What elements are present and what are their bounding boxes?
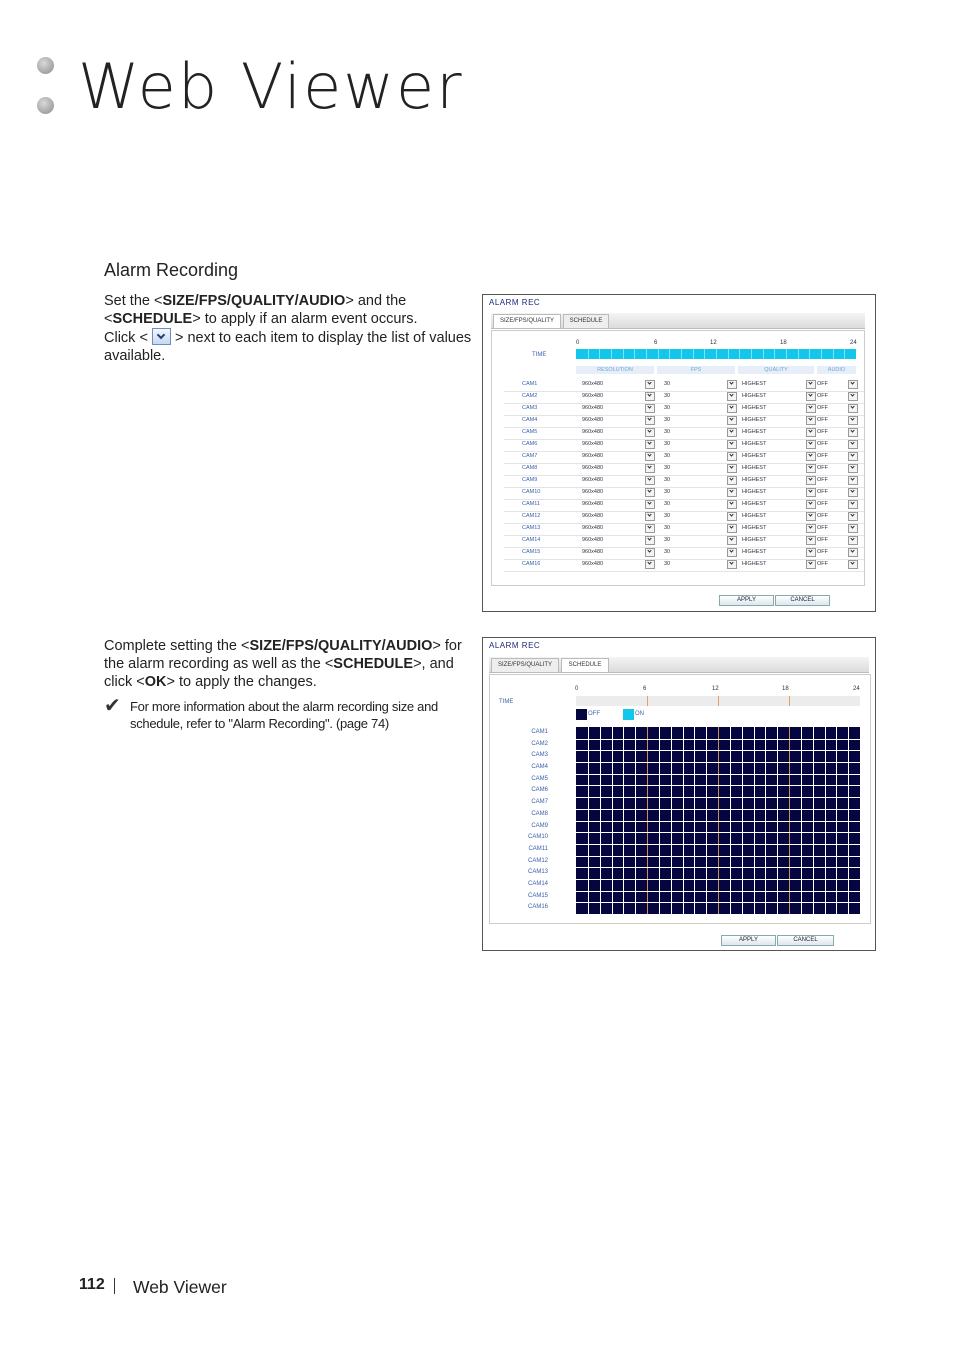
section-title: Alarm Recording xyxy=(104,260,239,280)
camera-label: CAM5 xyxy=(531,775,548,782)
legend-on-swatch xyxy=(623,709,634,720)
fps-dropdown[interactable] xyxy=(727,404,737,413)
fps-value: 30 xyxy=(664,381,671,387)
quality-dropdown[interactable] xyxy=(806,560,816,569)
resolution-value: 960x480 xyxy=(582,549,604,555)
quality-dropdown[interactable] xyxy=(806,536,816,545)
hour-divider xyxy=(634,349,635,359)
fps-value: 30 xyxy=(664,549,671,555)
quality-value: HIGHEST xyxy=(742,429,767,435)
quality-value: HIGHEST xyxy=(742,513,767,519)
alarm-rec-size-screenshot xyxy=(482,294,876,612)
audio-dropdown[interactable] xyxy=(848,476,858,485)
fps-dropdown[interactable] xyxy=(727,464,737,473)
note xyxy=(104,695,470,732)
fps-dropdown[interactable] xyxy=(727,512,737,521)
audio-dropdown[interactable] xyxy=(848,524,858,533)
dropdown-arrow-icon xyxy=(152,328,171,345)
resolution-value: 960x480 xyxy=(582,441,604,447)
schedule-grid[interactable] xyxy=(576,727,860,914)
resolution-dropdown[interactable] xyxy=(645,452,655,461)
cancel-button[interactable]: CANCEL xyxy=(777,935,834,946)
column-header-quality: QUALITY xyxy=(738,366,814,374)
hour-divider xyxy=(611,349,612,359)
camera-label: CAM2 xyxy=(531,740,548,747)
resolution-value: 960x480 xyxy=(582,561,604,567)
grid-line xyxy=(576,879,860,880)
audio-value: OFF xyxy=(817,489,828,495)
tab-bar xyxy=(491,313,865,329)
hour-divider xyxy=(751,349,752,359)
quality-dropdown[interactable] xyxy=(806,512,816,521)
resolution-value: 960x480 xyxy=(582,513,604,519)
hour-divider xyxy=(763,349,764,359)
camera-label: CAM1 xyxy=(531,729,548,735)
legend-off-swatch xyxy=(576,709,587,720)
resolution-dropdown[interactable] xyxy=(645,512,655,521)
resolution-dropdown[interactable] xyxy=(645,416,655,425)
grid-line xyxy=(576,891,860,892)
grid-line xyxy=(576,902,860,903)
tab-size-fps-quality[interactable]: SIZE/FPS/QUALITY xyxy=(493,314,561,328)
hour-divider xyxy=(623,349,624,359)
tick-label: 12 xyxy=(712,686,719,692)
grid-line xyxy=(576,856,860,857)
camera-label: CAM8 xyxy=(522,465,538,471)
page-title: Web Viewer xyxy=(78,50,464,123)
audio-value: OFF xyxy=(817,501,828,507)
audio-value: OFF xyxy=(817,477,828,483)
text: >, and click < xyxy=(104,656,454,690)
tick-label: 12 xyxy=(710,340,717,346)
camera-label: CAM11 xyxy=(528,845,548,852)
grid-line xyxy=(576,867,860,868)
audio-value: OFF xyxy=(817,429,828,435)
resolution-dropdown[interactable] xyxy=(645,548,655,557)
resolution-value: 960x480 xyxy=(582,417,604,423)
audio-dropdown[interactable] xyxy=(848,548,858,557)
fps-value: 30 xyxy=(664,393,671,399)
bold-term: SCHEDULE xyxy=(333,656,414,672)
fps-dropdown[interactable] xyxy=(727,500,737,509)
hour-divider xyxy=(669,349,670,359)
text: > for the alarm recording as well as the < xyxy=(104,638,462,672)
tick-label: 24 xyxy=(853,686,860,692)
hour-divider xyxy=(716,349,717,359)
quality-value: HIGHEST xyxy=(742,393,767,399)
quality-value: HIGHEST xyxy=(742,477,767,483)
hour-divider xyxy=(693,349,694,359)
tick-label: 0 xyxy=(576,340,580,346)
camera-label: CAM6 xyxy=(522,441,538,447)
fps-value: 30 xyxy=(664,477,671,483)
grid-line xyxy=(576,762,860,763)
grid-line xyxy=(576,809,860,810)
fps-value: 30 xyxy=(664,429,671,435)
resolution-dropdown[interactable] xyxy=(645,440,655,449)
quality-value: HIGHEST xyxy=(742,453,767,459)
quality-value: HIGHEST xyxy=(742,417,767,423)
tab-bar xyxy=(489,657,869,673)
tab-size-fps-quality[interactable]: SIZE/FPS/QUALITY xyxy=(491,658,559,672)
legend-on-label: ON xyxy=(635,711,644,717)
fps-dropdown[interactable] xyxy=(727,380,737,389)
audio-dropdown[interactable] xyxy=(848,560,858,569)
camera-label: CAM12 xyxy=(527,857,548,864)
fps-dropdown[interactable] xyxy=(727,476,737,485)
hour-divider xyxy=(704,349,705,359)
quality-dropdown[interactable] xyxy=(806,500,816,509)
camera-label: CAM6 xyxy=(531,787,548,794)
resolution-value: 960x480 xyxy=(582,465,604,471)
resolution-value: 960x480 xyxy=(582,453,604,459)
checkmark-icon: ✔ xyxy=(104,695,121,717)
camera-label: CAM4 xyxy=(522,417,538,423)
time-bar[interactable] xyxy=(576,349,856,359)
legend-off-label: OFF xyxy=(588,711,600,717)
grid-line xyxy=(576,797,860,798)
quality-dropdown[interactable] xyxy=(806,404,816,413)
title-bullet-bottom-icon xyxy=(37,97,54,114)
audio-dropdown[interactable] xyxy=(848,488,858,497)
camera-label: CAM16 xyxy=(527,904,548,911)
window-title: ALARM REC xyxy=(489,298,541,307)
fps-value: 30 xyxy=(664,453,671,459)
audio-value: OFF xyxy=(817,453,828,459)
hour-divider xyxy=(774,349,775,359)
hour-marker xyxy=(647,696,648,706)
table-row xyxy=(504,559,864,572)
camera-label: CAM10 xyxy=(522,489,541,495)
quality-dropdown[interactable] xyxy=(806,464,816,473)
audio-dropdown[interactable] xyxy=(848,440,858,449)
resolution-value: 960x480 xyxy=(582,393,604,399)
camera-label: CAM1 xyxy=(522,381,538,387)
camera-label: CAM7 xyxy=(531,799,548,806)
tick-label: 0 xyxy=(575,686,579,692)
quality-dropdown[interactable] xyxy=(806,380,816,389)
audio-dropdown[interactable] xyxy=(848,416,858,425)
fps-dropdown[interactable] xyxy=(727,488,737,497)
tab-schedule[interactable]: SCHEDULE xyxy=(563,314,609,328)
quality-dropdown[interactable] xyxy=(806,392,816,401)
audio-value: OFF xyxy=(817,465,828,471)
text: Complete setting the < xyxy=(104,638,250,654)
quality-dropdown[interactable] xyxy=(806,548,816,557)
apply-button[interactable]: APPLY xyxy=(719,595,774,606)
audio-dropdown[interactable] xyxy=(848,392,858,401)
hour-divider xyxy=(821,349,822,359)
grid-line xyxy=(576,785,860,786)
grid-line xyxy=(576,750,860,751)
fps-value: 30 xyxy=(664,465,671,471)
audio-dropdown[interactable] xyxy=(848,464,858,473)
text: Set the < xyxy=(104,293,163,309)
resolution-dropdown[interactable] xyxy=(645,428,655,437)
tick-label: 24 xyxy=(850,340,857,346)
camera-label: CAM4 xyxy=(531,764,548,771)
text: For more information about the alarm recording size and schedule, refer to " xyxy=(130,699,438,731)
camera-label: CAM14 xyxy=(522,537,541,543)
text: > and the < xyxy=(104,293,407,327)
resolution-dropdown[interactable] xyxy=(645,500,655,509)
grid-line xyxy=(576,832,860,833)
bold-term: Alarm Recording xyxy=(232,716,326,731)
tick-label: 6 xyxy=(643,686,647,692)
fps-dropdown[interactable] xyxy=(727,536,737,545)
quality-dropdown[interactable] xyxy=(806,416,816,425)
time-label: TIME xyxy=(499,699,514,705)
camera-label: CAM3 xyxy=(531,752,548,759)
quality-value: HIGHEST xyxy=(742,381,767,387)
fps-dropdown[interactable] xyxy=(727,452,737,461)
quality-value: HIGHEST xyxy=(742,549,767,555)
bold-term: SIZE/FPS/QUALITY/AUDIO xyxy=(162,293,346,309)
audio-value: OFF xyxy=(817,549,828,555)
camera-label: CAM16 xyxy=(522,561,541,567)
fps-value: 30 xyxy=(664,489,671,495)
column-header-resolution: RESOLUTION xyxy=(576,366,654,374)
audio-dropdown[interactable] xyxy=(848,380,858,389)
schedule-panel xyxy=(489,674,871,924)
quality-value: HIGHEST xyxy=(742,489,767,495)
title-bullet-top-icon xyxy=(37,57,54,74)
audio-dropdown[interactable] xyxy=(848,404,858,413)
audio-value: OFF xyxy=(817,525,828,531)
grid-line xyxy=(576,774,860,775)
apply-button[interactable]: APPLY xyxy=(721,935,776,946)
fps-dropdown[interactable] xyxy=(727,560,737,569)
camera-label: CAM12 xyxy=(522,513,541,519)
fps-dropdown[interactable] xyxy=(727,524,737,533)
bold-term: SCHEDULE xyxy=(112,311,193,327)
fps-value: 30 xyxy=(664,405,671,411)
camera-label: CAM13 xyxy=(527,869,548,876)
hour-divider xyxy=(658,349,659,359)
audio-dropdown[interactable] xyxy=(848,500,858,509)
column-header-fps: FPS xyxy=(657,366,735,374)
footer-divider xyxy=(114,1278,115,1294)
hour-divider xyxy=(728,349,729,359)
quality-dropdown[interactable] xyxy=(806,428,816,437)
time-label: TIME xyxy=(532,352,547,358)
fps-dropdown[interactable] xyxy=(727,416,737,425)
quality-value: HIGHEST xyxy=(742,525,767,531)
hour-marker xyxy=(789,696,790,706)
resolution-value: 960x480 xyxy=(582,525,604,531)
quality-value: HIGHEST xyxy=(742,501,767,507)
camera-label: CAM7 xyxy=(522,453,538,459)
text: > to apply if an alarm event occurs. xyxy=(192,311,418,327)
hour-divider xyxy=(798,349,799,359)
grid-line xyxy=(576,821,860,822)
text: Click < xyxy=(104,330,148,346)
quality-value: HIGHEST xyxy=(742,405,767,411)
camera-label: CAM10 xyxy=(527,834,548,841)
hour-divider xyxy=(786,349,787,359)
quality-dropdown[interactable] xyxy=(806,476,816,485)
fps-value: 30 xyxy=(664,537,671,543)
camera-label: CAM2 xyxy=(522,393,538,399)
resolution-dropdown[interactable] xyxy=(645,464,655,473)
quality-value: HIGHEST xyxy=(742,465,767,471)
resolution-dropdown[interactable] xyxy=(645,536,655,545)
audio-value: OFF xyxy=(817,561,828,567)
resolution-dropdown[interactable] xyxy=(645,404,655,413)
audio-dropdown[interactable] xyxy=(848,536,858,545)
fps-value: 30 xyxy=(664,441,671,447)
resolution-dropdown[interactable] xyxy=(645,476,655,485)
hour-divider xyxy=(739,349,740,359)
cancel-button[interactable]: CANCEL xyxy=(775,595,830,606)
resolution-dropdown[interactable] xyxy=(645,392,655,401)
resolution-value: 960x480 xyxy=(582,537,604,543)
fps-value: 30 xyxy=(664,525,671,531)
camera-label: CAM8 xyxy=(531,810,548,817)
resolution-value: 960x480 xyxy=(582,501,604,507)
hour-marker xyxy=(718,696,719,706)
camera-label: CAM15 xyxy=(527,892,548,899)
fps-value: 30 xyxy=(664,561,671,567)
resolution-value: 960x480 xyxy=(582,489,604,495)
fps-value: 30 xyxy=(664,417,671,423)
settings-panel xyxy=(491,330,865,586)
fps-dropdown[interactable] xyxy=(727,392,737,401)
fps-dropdown[interactable] xyxy=(727,428,737,437)
camera-label: CAM14 xyxy=(527,880,548,887)
audio-value: OFF xyxy=(817,513,828,519)
instruction-paragraph xyxy=(104,637,476,691)
tick-label: 18 xyxy=(780,340,787,346)
audio-value: OFF xyxy=(817,417,828,423)
resolution-dropdown[interactable] xyxy=(645,560,655,569)
resolution-dropdown[interactable] xyxy=(645,488,655,497)
resolution-value: 960x480 xyxy=(582,477,604,483)
footer-label: Web Viewer xyxy=(133,1277,227,1297)
quality-dropdown[interactable] xyxy=(806,488,816,497)
quality-value: HIGHEST xyxy=(742,537,767,543)
fps-dropdown[interactable] xyxy=(727,440,737,449)
hour-divider xyxy=(646,349,647,359)
camera-label: CAM13 xyxy=(522,525,541,531)
camera-label: CAM15 xyxy=(522,549,541,555)
resolution-value: 960x480 xyxy=(582,405,604,411)
page-number: 112 xyxy=(79,1276,105,1293)
quality-dropdown[interactable] xyxy=(806,524,816,533)
audio-value: OFF xyxy=(817,393,828,399)
time-bar[interactable] xyxy=(576,696,860,706)
camera-label: CAM3 xyxy=(522,405,538,411)
window-title: ALARM REC xyxy=(489,641,541,650)
hour-divider xyxy=(681,349,682,359)
quality-value: HIGHEST xyxy=(742,441,767,447)
quality-dropdown[interactable] xyxy=(806,440,816,449)
grid-line xyxy=(576,739,860,740)
intro-paragraph xyxy=(104,292,476,365)
grid-line xyxy=(576,844,860,845)
fps-dropdown[interactable] xyxy=(727,548,737,557)
resolution-dropdown[interactable] xyxy=(645,524,655,533)
resolution-value: 960x480 xyxy=(582,381,604,387)
audio-value: OFF xyxy=(817,441,828,447)
alarm-rec-schedule-screenshot xyxy=(482,637,876,951)
text: ". (page 74) xyxy=(325,716,389,731)
bold-term: SIZE/FPS/QUALITY/AUDIO xyxy=(249,638,433,654)
audio-value: OFF xyxy=(817,537,828,543)
audio-dropdown[interactable] xyxy=(848,452,858,461)
hour-divider xyxy=(599,349,600,359)
audio-value: OFF xyxy=(817,405,828,411)
bold-term: OK xyxy=(144,674,167,690)
resolution-dropdown[interactable] xyxy=(645,380,655,389)
camera-label: CAM9 xyxy=(531,822,548,829)
tick-label: 18 xyxy=(782,686,789,692)
audio-dropdown[interactable] xyxy=(848,512,858,521)
fps-value: 30 xyxy=(664,513,671,519)
quality-dropdown[interactable] xyxy=(806,452,816,461)
hour-divider xyxy=(833,349,834,359)
hour-divider xyxy=(588,349,589,359)
hour-divider xyxy=(844,349,845,359)
column-header-audio: AUDIO xyxy=(817,366,856,374)
hour-divider xyxy=(809,349,810,359)
tab-schedule[interactable]: SCHEDULE xyxy=(561,658,609,672)
text: > next to each item to display the list of values available. xyxy=(104,330,472,364)
audio-dropdown[interactable] xyxy=(848,428,858,437)
camera-label: CAM9 xyxy=(522,477,538,483)
camera-label: CAM11 xyxy=(522,501,540,507)
fps-value: 30 xyxy=(664,501,671,507)
text: > to apply the changes. xyxy=(166,674,317,690)
camera-label: CAM5 xyxy=(522,429,538,435)
tick-label: 6 xyxy=(654,340,658,346)
resolution-value: 960x480 xyxy=(582,429,604,435)
quality-value: HIGHEST xyxy=(742,561,767,567)
audio-value: OFF xyxy=(817,381,828,387)
